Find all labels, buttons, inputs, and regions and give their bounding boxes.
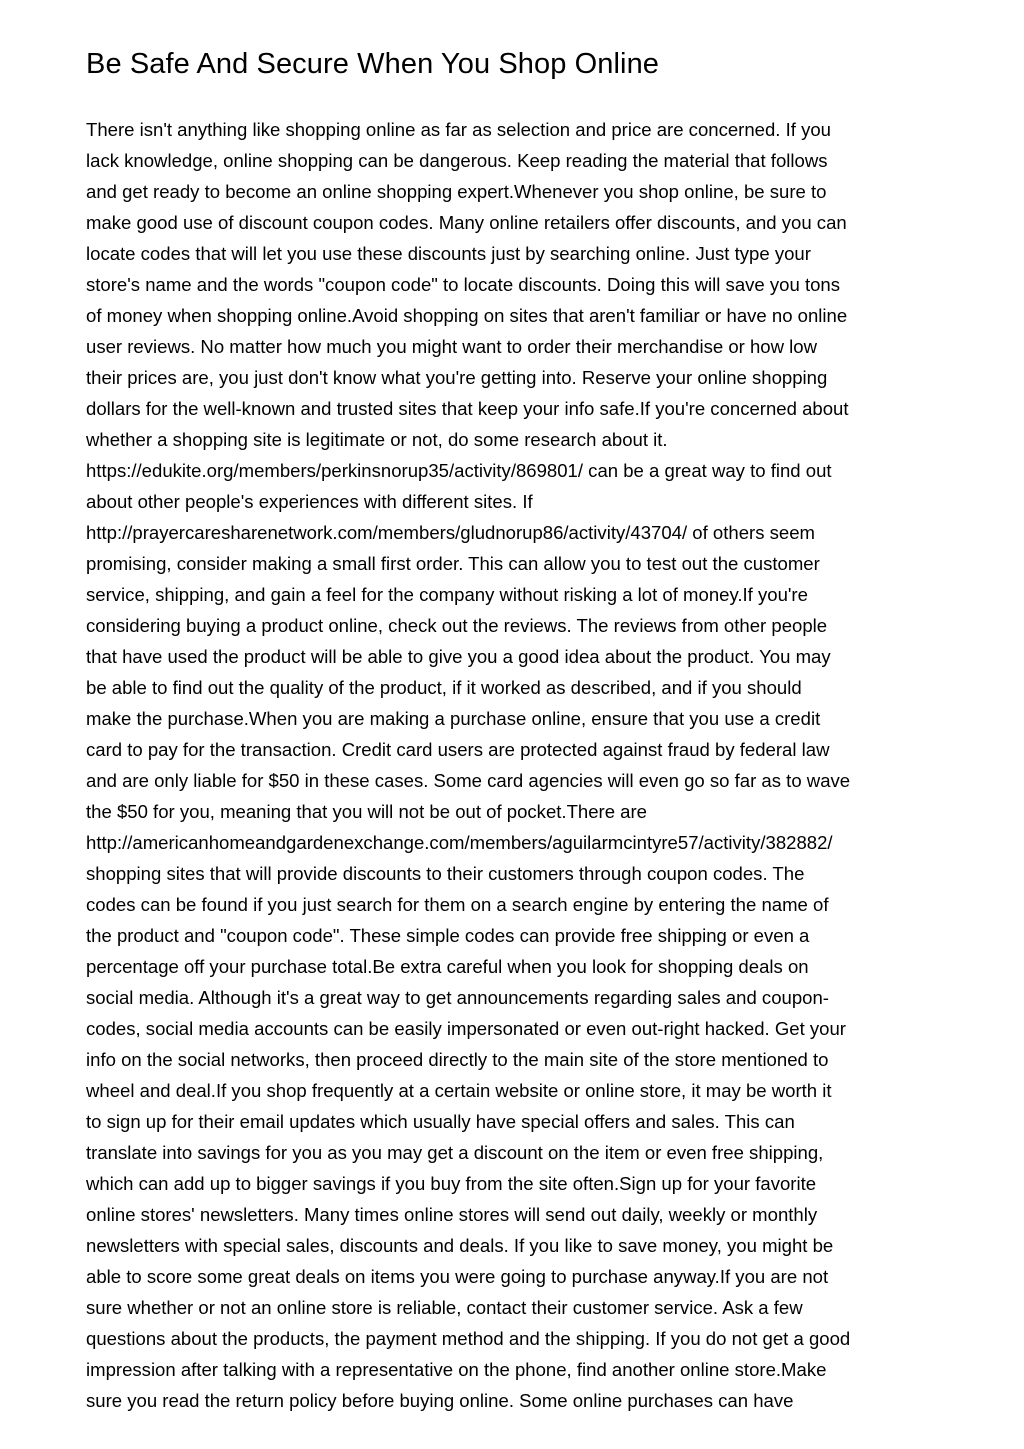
body-text-line: sure whether or not an online store is reliable, contact their customer service. Ask a few [86,1297,803,1318]
page-title: Be Safe And Secure When You Shop Online [86,48,660,80]
body-text-line: wheel and deal.If you shop frequently at a certain website or online store, it may be worth it [86,1080,832,1101]
body-text-line: and get ready to become an online shopping expert.Whenever you shop online, be sure to [86,181,827,202]
body-text-line: to sign up for their email updates which usually have special offers and sales. This can [86,1111,795,1132]
body-text-line: make good use of discount coupon codes. Many online retailers offer discounts, and you can [86,212,847,233]
body-text-line: that have used the product will be able to give you a good idea about the product. You may [86,646,831,667]
body-text-line: https://edukite.org/members/perkinsnorup35/activity/869801/ can be a great way to find out [86,460,832,481]
body-text-line: online stores' newsletters. Many times online stores will send out daily, weekly or monthly [86,1204,818,1225]
body-text-line: http://americanhomeandgardenexchange.com/members/aguilarmcintyre57/activity/382882/ [86,832,833,853]
body-text-line: http://prayercaresharenetwork.com/members/gludnorup86/activity/43704/ of others seem [86,522,816,543]
body-text-line: card to pay for the transaction. Credit card users are protected against fraud by federal law [86,739,830,760]
body-text-line: shopping sites that will provide discounts to their customers through coupon codes. The [86,863,805,884]
body-text-line: codes, social media accounts can be easily impersonated or even out-right hacked. Get your [86,1018,846,1039]
body-text-line: and are only liable for $50 in these cases. Some card agencies will even go so far as to wave [86,770,851,791]
body-text-line: dollars for the well-known and trusted sites that keep your info safe.If you're concerned about [86,398,849,419]
article-body [86,114,946,1416]
body-text-line: the product and "coupon code". These simple codes can provide free shipping or even a [86,925,810,946]
body-text-line: be able to find out the quality of the product, if it worked as described, and if you should [86,677,802,698]
body-text-line: social media. Although it's a great way to get announcements regarding sales and coupon- [86,987,829,1008]
body-text-line: impression after talking with a representative on the phone, find another online store.Make [86,1359,827,1380]
body-text-line: about other people's experiences with different sites. If [86,491,533,512]
body-text-line: sure you read the return policy before buying online. Some online purchases can have [86,1390,794,1411]
body-text-line: codes can be found if you just search for them on a search engine by entering the name of [86,894,829,915]
body-text-line: lack knowledge, online shopping can be dangerous. Keep reading the material that follows [86,150,828,171]
body-text-line: promising, consider making a small first order. This can allow you to test out the customer [86,553,820,574]
body-text-line: locate codes that will let you use these discounts just by searching online. Just type your [86,243,811,264]
body-text-line: considering buying a product online, check out the reviews. The reviews from other people [86,615,828,636]
body-text-line: store's name and the words "coupon code" to locate discounts. Doing this will save you tons [86,274,841,295]
body-text-line: of money when shopping online.Avoid shopping on sites that aren't familiar or have no online [86,305,848,326]
body-text-line: service, shipping, and gain a feel for the company without risking a lot of money.If you're [86,584,808,605]
body-text-line: the $50 for you, meaning that you will not be out of pocket.There are [86,801,648,822]
body-text-line: their prices are, you just don't know what you're getting into. Reserve your online shopping [86,367,828,388]
body-text-line: questions about the products, the payment method and the shipping. If you do not get a good [86,1328,851,1349]
body-text-line: translate into savings for you as you may get a discount on the item or even free shipping, [86,1142,824,1163]
body-text-line: There isn't anything like shopping online as far as selection and price are concerned. If you [86,119,832,140]
body-text-line: user reviews. No matter how much you might want to order their merchandise or how low [86,336,818,357]
body-text-line: percentage off your purchase total.Be extra careful when you look for shopping deals on [86,956,809,977]
body-text-line: whether a shopping site is legitimate or not, do some research about it. [86,429,668,450]
body-text-line: info on the social networks, then proceed directly to the main site of the store mentioned to [86,1049,829,1070]
body-text-line: newsletters with special sales, discounts and deals. If you like to save money, you might be [86,1235,834,1256]
body-text-line: make the purchase.When you are making a purchase online, ensure that you use a credit [86,708,821,729]
body-text-line: which can add up to bigger savings if you buy from the site often.Sign up for your favorite [86,1173,817,1194]
document-page [86,0,946,1411]
body-text-line: able to score some great deals on items you were going to purchase anyway.If you are not [86,1266,829,1287]
